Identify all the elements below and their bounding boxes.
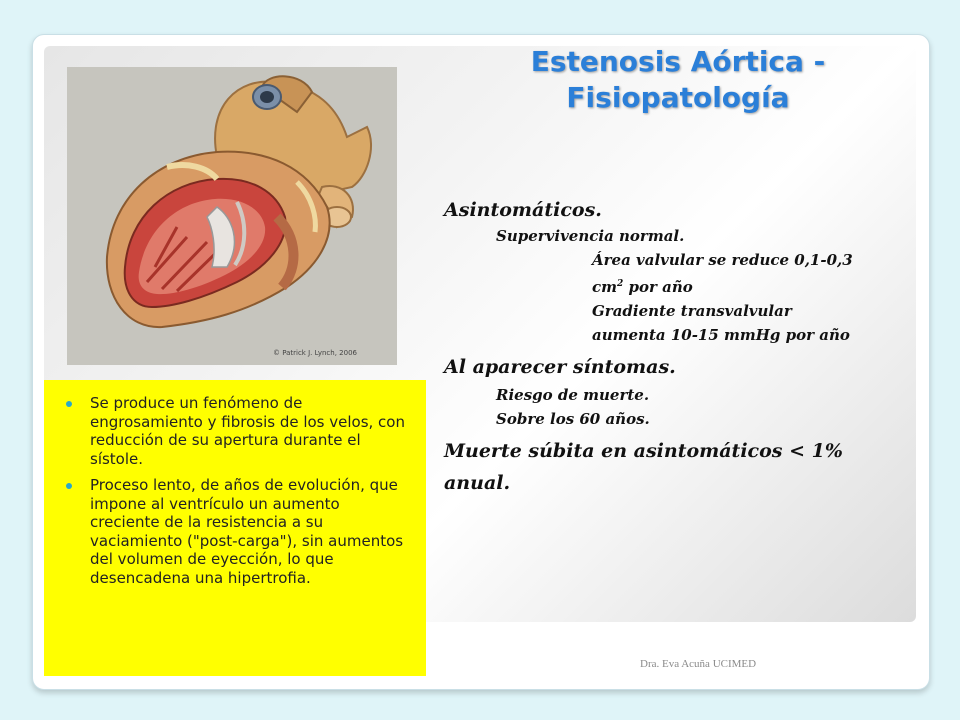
item-area-valvular <box>444 248 868 299</box>
prognosis-text <box>444 196 884 499</box>
summary-bullet <box>66 394 412 468</box>
image-credit: © Patrick J. Lynch, 2006 <box>272 349 357 357</box>
heading-muerte-subita: Muerte súbita en asintomáticos < 1% anual. <box>444 440 843 494</box>
heart-drawing <box>67 67 397 365</box>
summary-bullet <box>66 476 412 587</box>
bullet-dot-icon <box>66 483 72 489</box>
heading-al-aparecer: Al aparecer síntomas. <box>444 356 676 378</box>
bullet-text: Se produce un fenómeno de engrosamiento y fibrosis de los velos, con reducción de su apertura durante el sístole. <box>90 394 405 468</box>
item-supervivencia: Supervivencia normal. <box>496 227 685 245</box>
title-line-1: Estenosis Aórtica - <box>530 45 826 78</box>
bullet-text: Proceso lento, de años de evolución, que impone al ventrículo un aumento creciente de la resistencia a su vaciamiento ("post-carga"), sin aumentos del volumen de eyección, lo que desencadena una hipertrofia. <box>90 476 404 587</box>
slide-title <box>488 44 868 116</box>
area-text: Área valvular se reduce 0,1-0,3 cm <box>592 251 853 296</box>
area-text-post: por año <box>623 278 693 296</box>
footer-author: Dra. Eva Acuña UCIMED <box>640 658 757 670</box>
summary-box <box>44 380 426 676</box>
item-riesgo: Riesgo de muerte. <box>496 386 650 404</box>
item-gradiente: Gradiente transvalvular aumenta 10-15 mmHg por año <box>592 302 850 344</box>
summary-list <box>44 380 426 587</box>
title-line-2: Fisiopatología <box>566 81 790 114</box>
area-superscript: 2 <box>617 279 624 289</box>
item-sobre: Sobre los 60 años. <box>496 410 650 428</box>
heading-asintomaticos: Asintomáticos. <box>444 199 602 221</box>
bullet-dot-icon <box>66 401 72 407</box>
heart-illustration <box>67 67 397 365</box>
